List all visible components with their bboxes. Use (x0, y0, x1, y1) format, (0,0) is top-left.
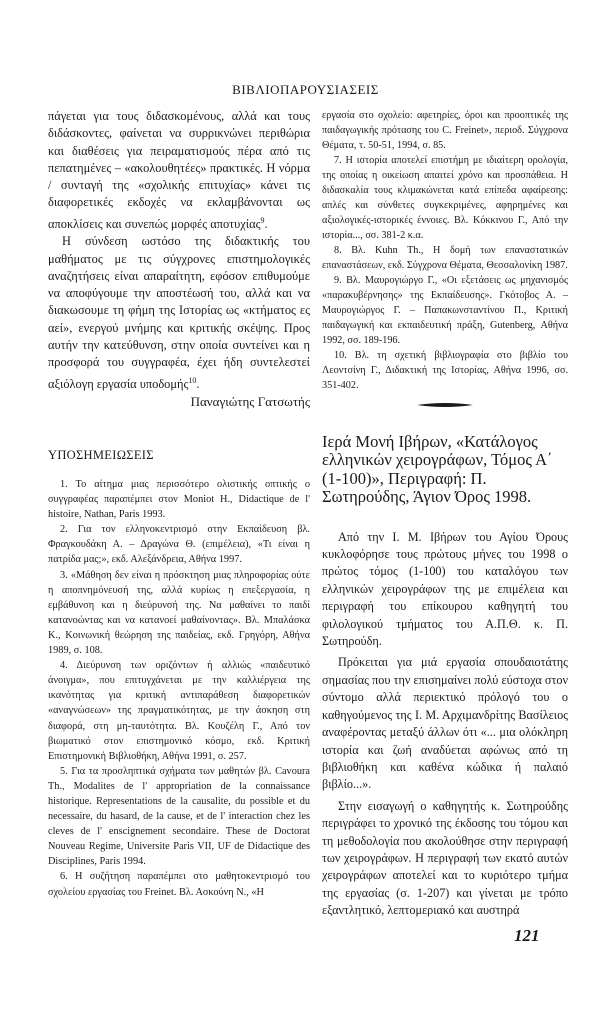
footnotes-list (48, 477, 310, 900)
paragraph: Από την Ι. Μ. Ιβήρων του Αγίου Όρους κυκλοφόρησε τους πρώτους μήνες του 1998 ο πρώτος τόμος (1-100) του καταλόγου των ελληνικών χειρογράφων της με επιμέλεια και περιγραφή του επίκουρου καθηγητή του φιλολογικού τμήματος του Α.Π.Θ. κ. Π. Σωτηρούδη. (322, 529, 568, 649)
review-title: Ιερά Μονή Ιβήρων, «Κατάλογος ελληνικών χειρογράφων, Τόμος Α΄ (1-100)», Περιγραφή: Π. Σωτηρούδης, Άγιον Όρος 1998. (322, 432, 553, 507)
footnote: 8. Βλ. Kuhn Th., Η δομή των επαναστατικών επαναστάσεων, εκδ. Σύγχρονα Θέματα, Θεσσαλονίκη 1987. (322, 245, 568, 271)
paragraph: Η σύνδεση ωστόσο της διδακτικής του μαθήματος με τις σύγχρονες επιστημολογικές αναζητήσεις είναι απαραίτητη, εφόσον επιθυμούμε να αποφύγουμε την αποστέωσή του, αλλά και να διακωσουμε τη φήμη της Ιστορίας ως «κτήματος ες αεί», ενεργού μνήμης και κριτικής σκέψης. Προς αυτήν την κατεύθυνση, στην οποία συντείνει και η προσφορά του συγγραφέα, έχει ήδη συντελεστεί αξιόλογη εργασία υποδομής$^{10}$. (48, 234, 310, 391)
left-column (48, 108, 310, 900)
article-end-text (48, 108, 310, 393)
paragraph: Πρόκειται για μιά εργασία σπουδαιοτάτης σημασίας που την επισημαίνει πολύ εύστοχα στον σύντομο αλλά περιεκτικό πρόλογό του ο καθηγούμενος της Ι. Μ. Αρχιμανδρίτης Βασίλειος αναφέροντας μεταξύ άλλων ότι «... μια ολόκληρη ιστορία και ζωή αναδύεται αφώνως από τη βιβλιοθήκη και καθένα κώδικα ή παλαιό βιβλίο...». (322, 655, 568, 792)
footnote: 5. Για τα προσληπτικά σχήματα των μαθητών βλ. Cavoura Th., Modalites de l' appropriation de la connaissance historique. Representations de la causalite, du possible et du necessaire, du hasard, de la cause, et de l' interaction chez les cleves de l' enscignement secondaire. These de Doctorat Nouveau Regime, Universite Paris VII, UF de Didactique des Disciplines, Paris 1994. (48, 765, 310, 868)
page-number: 121 (514, 926, 540, 945)
review-body (322, 529, 568, 920)
footnote: εργασία στο σχολείο: αφετηρίες, όροι και προοπτικές της παιδαγωγικής πρότασης του C. Freinet», περιοδ. Σύγχρονα Θέματα, τ. 50-51, 1994, σ. 85. (322, 110, 568, 151)
author-signature: Παναγιώτης Γατσωτής (190, 394, 310, 409)
footnote-ref: 10 (188, 375, 197, 385)
footnotes-continued (322, 108, 568, 393)
paragraph: Στην εισαγωγή ο καθηγητής κ. Σωτηρούδης περιγράφει το χρονικό της έκδοσης του τόμου και τη μεθοδολογία που ακολούθησε στην περιγραφή των χειρογράφων. Η περιγραφή των εκατό αυτών χειρογράφων αποτελεί και το κυριότερο τμήμα της εργασίας (σ. 1-207) και γίνεται με τρόπο εξαντλητικό, λεπτομεριακό και αυστηρά (322, 798, 568, 918)
right-column (322, 108, 568, 924)
footnote-ref: 9 (260, 215, 265, 225)
footnote: 4. Διεύρυνση των οριζόντων ή αλλιώς «παιδευτικό άνοιγμα», που επιτυγχάνεται με την καλλιέργεια της ικανότητας για κριτική αντιπαράθεση διαφορετικών «αναγνώσεων» της πραγματικότητας, με την άσκηση στη διαφορά, στη μη-ταυτότητα. Βλ. Κουζέλη Γ., Από τον βιωματικό στον επιστημονικό κόσμο, εκδ. Κριτική Επιστημονική Βιβλιοθήκη, Αθήνα 1991, σ. 257. (48, 660, 310, 762)
section-divider-ornament (322, 397, 568, 407)
footnote: 3. «Μάθηση δεν είναι η πρόσκτηση μιας πληροφορίας ούτε η αποπνημόνευσή της, αλλά κυρίως η επεξεργασία, η εμβάθυνση και η διεύρυνσή της. Να μαθαίνει το παιδί κατανοώντας και να κατανοεί μαθαίνοντας». Βλ. Μπαλάσκα Κ., Κοινωνική θεώρηση της παιδείας, εκδ. Γρηγόρη, Αθήνα 1989, σ. 108. (48, 569, 310, 657)
footnote: 1. Το αίτημα μιας περισσότερο ολιστικής οπτικής ο συγγραφέας παραπέμπει στον Moniot H., Didactique de l' histoire, Nathan, Paris 1993. (48, 479, 310, 521)
footnote: 7. Η ιστορία αποτελεί επιστήμη με ιδιαίτερη ορολογία, της οποίας η οικείωση απαιτεί χρόνο και προσπάθεια. Η διδασκαλία τους κλιμακώνεται κατά επίπεδα αφαίρεσης: απλές και σύνθετες συγκεκριμένες, αφηρημένες και αξιολογικές-ιστορικές έννοιες. Βλ. Κόκκινου Γ., Από την ιστορία..., σσ. 381-2 κ.α. (322, 155, 568, 241)
footnote: 9. Βλ. Μαυρογιώργο Γ., «Οι εξετάσεις ως μηχανισμός «παρακυβέρνησης» της Εκπαίδευσης». Γκότοβος Α. – Μαυρογιώργος Γ. – Παπακωνσταντίνου Π., Κριτική παιδαγωγική και εκπαιδευτική πράξη, Gutenberg, Αθήνα 1992, σσ. 189-196. (322, 275, 568, 346)
notes-heading: ΥΠΟΣΗΜΕΙΩΣΕΙΣ (48, 448, 154, 462)
footnote: 10. Βλ. τη σχετική βιβλιογραφία στο βιβλίο του Λεοντσίνη Γ., Διδακτική της Ιστορίας, Αθήνα 1996, σσ. 351-402. (322, 350, 568, 391)
footnote: 6. Η συζήτηση παραπέμπει στο μαθητοκεντρισμό του σχολείου εργασίας του Freinet. Βλ. Ασκούνη Ν., «Η (48, 871, 310, 898)
footnote: 2. Για τον ελληνοκεντρισμό στην Εκπαίδευση βλ. Φραγκουδάκη Α. – Δραγώνα Θ. (επιμέλεια), «Τι είναι η πατρίδα μας;», εκδ. Αλεξάνδρεια, Αθήνα 1997. (48, 524, 310, 566)
paragraph: πάγεται για τους διδασκομένους, αλλά και τους διδάσκοντες, φαίνεται να συρρικνώνει περιθώρια και διαθέσεις για πειραματισμούς πέρα από τις πεπατημένες – «ακολουθητέες» πρακτικές. Η νόρμα / συνταγή της «σχολικής επιτυχίας» κάνει τις διαφορετικές εκδοχές να εκλαμβάνονται ως αποκλίσεις και συνεπώς μορφές αποτυχίας$^9$. (48, 109, 310, 231)
running-head: ΒΙΒΛΙΟΠΑΡΟΥΣΙΑΣΕΙΣ (232, 82, 379, 97)
